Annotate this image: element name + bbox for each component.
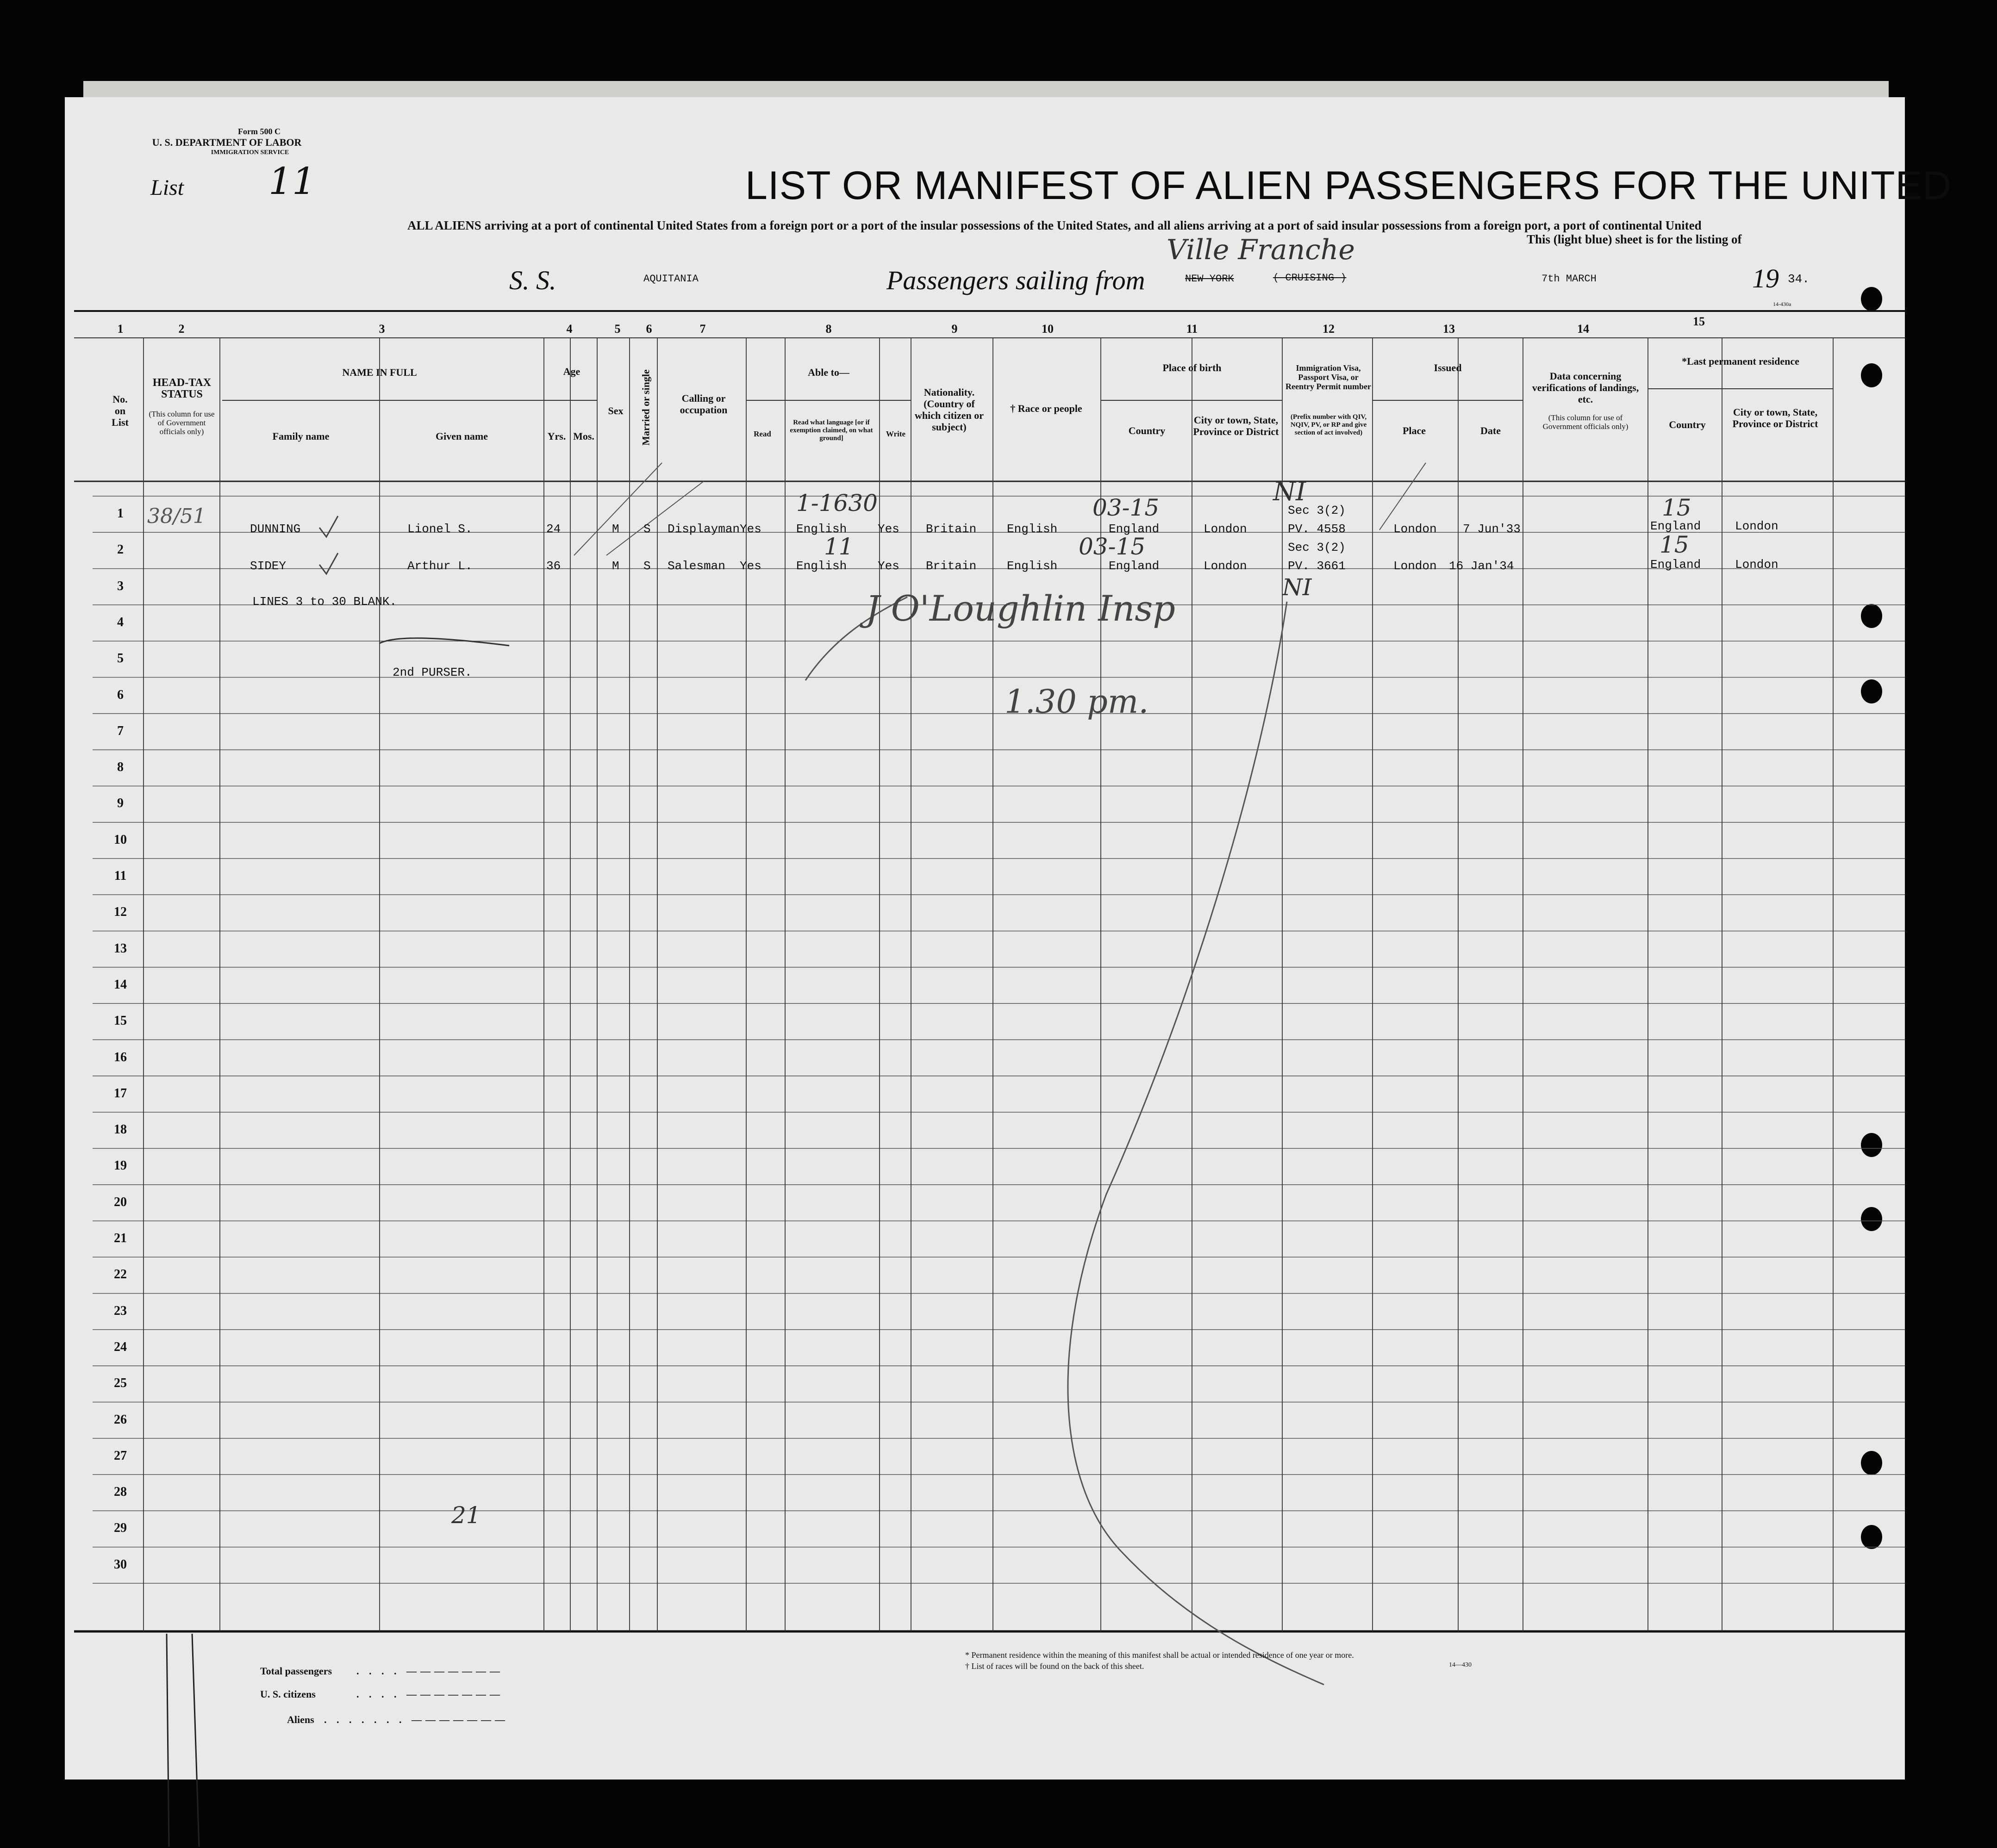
colnum-12: 12 bbox=[1323, 322, 1335, 336]
p2-birth-code: 03-15 bbox=[1079, 533, 1146, 560]
colnum-15: 15 bbox=[1693, 315, 1705, 328]
colnum-8: 8 bbox=[825, 322, 832, 336]
p1-write: Yes bbox=[878, 522, 899, 536]
row-number: 5 bbox=[117, 651, 124, 666]
row-number: 13 bbox=[114, 941, 127, 956]
head-yrs: Yrs. bbox=[547, 430, 566, 442]
p2-race: English bbox=[1007, 559, 1058, 573]
list-number: 11 bbox=[268, 160, 316, 203]
row-number: 19 bbox=[114, 1158, 127, 1173]
aliens-label: Aliens bbox=[287, 1714, 314, 1725]
head-tax-status: HEAD-TAX STATUS bbox=[152, 377, 212, 400]
row-number: 14 bbox=[114, 977, 127, 992]
slash-mark bbox=[574, 463, 662, 555]
p1-issued-place: London bbox=[1393, 522, 1437, 536]
head-tax-note: (This column for use of Government officials only) bbox=[149, 410, 215, 436]
dots-3: . . . . . . . ——————— bbox=[324, 1714, 509, 1725]
row-number: 17 bbox=[114, 1086, 127, 1101]
p2-issued-date: 16 Jan'34 bbox=[1449, 559, 1514, 573]
row-number: 11 bbox=[114, 869, 127, 883]
departure-port-handwritten: Ville Franche bbox=[1167, 234, 1355, 266]
manifest-title: LIST OR MANIFEST OF ALIEN PASSENGERS FOR THE UNITED bbox=[745, 163, 1952, 208]
row-number: 21 bbox=[114, 1231, 127, 1245]
footer-code: 14—430 bbox=[1449, 1661, 1472, 1668]
p1-birth-country: England bbox=[1109, 522, 1160, 536]
row-number: 20 bbox=[114, 1195, 127, 1209]
row-number: 16 bbox=[114, 1050, 127, 1064]
year-prefix: 19 bbox=[1752, 263, 1779, 293]
head-visa: Immigration Visa, Passport Visa, or Reentry Permit number bbox=[1286, 363, 1371, 391]
footnote-residence: * Permanent residence within the meaning of this manifest shall be actual or intended residence of one year or more. bbox=[965, 1650, 1354, 1660]
head-name-in-full: NAME IN FULL bbox=[342, 367, 417, 378]
us-citizens-label: U. S. citizens bbox=[260, 1688, 316, 1700]
p1-read: Yes bbox=[740, 522, 761, 536]
service: IMMIGRATION SERVICE bbox=[211, 149, 289, 156]
row-number: 28 bbox=[114, 1485, 127, 1500]
subtitle-line-2: This (light blue) sheet is for the listing of bbox=[1527, 232, 1742, 246]
row-number: 12 bbox=[114, 905, 127, 920]
blank-lines-note: LINES 3 to 30 BLANK. bbox=[252, 595, 397, 609]
p1-given-name: Lionel S. bbox=[407, 522, 473, 536]
footer-mark-line bbox=[167, 1634, 169, 1847]
head-family-name: Family name bbox=[272, 430, 330, 442]
head-read-lang: Read what language [or if exemption claimed, on what ground] bbox=[790, 419, 873, 442]
form-number: Form 500 C bbox=[238, 127, 281, 136]
row-number: 18 bbox=[114, 1122, 127, 1137]
head-issued-date: Date bbox=[1480, 425, 1501, 436]
nt-mark-2: NI bbox=[1282, 574, 1312, 601]
dots-1: . . . . ——————— bbox=[356, 1665, 504, 1677]
row-number: 1 bbox=[117, 506, 124, 521]
colnum-10: 10 bbox=[1042, 322, 1054, 336]
head-res-country: Country bbox=[1669, 419, 1706, 430]
p1-calling: Displayman bbox=[668, 522, 740, 536]
head-nationality: Nationality. (Country of which citizen or subject) bbox=[914, 386, 984, 433]
purser-title: 2nd PURSER. bbox=[393, 666, 472, 679]
p1-visa: PV. 4558 bbox=[1288, 522, 1346, 536]
head-landings: Data concerning verifications of landings, etc. bbox=[1532, 370, 1639, 405]
p2-res-code: 15 bbox=[1660, 531, 1689, 558]
head-no-on-list: No. on List bbox=[112, 393, 129, 428]
row-number: 27 bbox=[114, 1448, 127, 1463]
row-number: 23 bbox=[114, 1303, 127, 1318]
margin-mark: 21 bbox=[451, 1502, 481, 1529]
row-number: 29 bbox=[114, 1521, 127, 1536]
row-number: 8 bbox=[117, 760, 124, 775]
sailing-date: 7th MARCH bbox=[1541, 273, 1597, 285]
time-note: 1.30 pm. bbox=[1005, 683, 1149, 721]
row-number: 9 bbox=[117, 796, 124, 811]
head-able-to: Able to— bbox=[808, 367, 849, 378]
nt-mark-1: NI bbox=[1273, 477, 1306, 507]
p1-nationality: Britain bbox=[926, 522, 977, 536]
p1-visa-section: Sec 3(2) bbox=[1288, 504, 1346, 517]
p2-res-city: London bbox=[1735, 558, 1779, 572]
colnum-7: 7 bbox=[699, 322, 706, 336]
p1-married: S bbox=[643, 522, 651, 536]
row-number: 2 bbox=[117, 542, 124, 557]
head-given-name: Given name bbox=[435, 430, 488, 442]
row-number: 22 bbox=[114, 1267, 127, 1282]
inspector-signature: J O'Loughlin Insp bbox=[866, 588, 1175, 629]
p2-read: Yes bbox=[740, 559, 761, 573]
head-last-residence: *Last permanent residence bbox=[1682, 355, 1799, 367]
pencil-curve bbox=[1068, 602, 1324, 1685]
departure-port-struck: NEW YORK bbox=[1185, 273, 1234, 285]
footnote-races: † List of races will be found on the back of this sheet. bbox=[965, 1661, 1144, 1671]
p1-sex: M bbox=[612, 522, 619, 536]
colnum-9: 9 bbox=[951, 322, 958, 336]
head-mos: Mos. bbox=[573, 430, 594, 442]
row-number: 15 bbox=[114, 1014, 127, 1028]
ship-name: AQUITANIA bbox=[643, 273, 699, 285]
p2-visa-section: Sec 3(2) bbox=[1288, 541, 1346, 554]
p1-res-code: 15 bbox=[1662, 494, 1691, 521]
row-number: 25 bbox=[114, 1376, 127, 1391]
p2-nationality: Britain bbox=[926, 559, 977, 573]
head-write: Write bbox=[886, 429, 906, 438]
head-place-of-birth: Place of birth bbox=[1162, 362, 1222, 373]
p2-read-lang: English bbox=[796, 559, 847, 573]
head-age: Age bbox=[563, 366, 580, 377]
row-number: 6 bbox=[117, 687, 124, 702]
head-issued: Issued bbox=[1434, 362, 1462, 373]
p1-res-city: London bbox=[1735, 519, 1779, 533]
colnum-11: 11 bbox=[1186, 322, 1198, 336]
colnum-2: 2 bbox=[178, 322, 185, 336]
head-race: † Race or people bbox=[1010, 403, 1082, 414]
p1-head-tax: 38/51 bbox=[147, 504, 206, 528]
p2-res-country: England bbox=[1650, 558, 1701, 572]
year-suffix: 34. bbox=[1788, 272, 1810, 286]
list-label: List bbox=[150, 175, 184, 200]
head-res-city: City or town, State, Province or District bbox=[1732, 406, 1818, 429]
head-issued-place: Place bbox=[1402, 425, 1426, 436]
check-mark-2 bbox=[319, 553, 338, 574]
row-number: 26 bbox=[114, 1412, 127, 1427]
head-birth-country: Country bbox=[1128, 425, 1166, 436]
head-sex: Sex bbox=[608, 405, 624, 417]
ss-label: S. S. bbox=[509, 265, 556, 295]
p2-birth-country: England bbox=[1109, 559, 1160, 573]
p2-hand-code: 11 bbox=[824, 533, 854, 560]
purser-signature bbox=[380, 638, 509, 646]
p2-write: Yes bbox=[878, 559, 899, 573]
p1-birth-code: 03-15 bbox=[1092, 494, 1160, 521]
sailing-label: Passengers sailing from bbox=[886, 265, 1145, 295]
row-number: 30 bbox=[114, 1557, 127, 1572]
slash-mark bbox=[606, 481, 704, 555]
check-mark-1 bbox=[319, 516, 338, 537]
total-passengers-label: Total passengers bbox=[260, 1665, 332, 1677]
row-number: 4 bbox=[117, 615, 124, 629]
row-number: 7 bbox=[117, 723, 124, 738]
p2-visa: PV. 3661 bbox=[1288, 559, 1346, 573]
form-code-top: 14-430a bbox=[1773, 301, 1791, 307]
head-landings-note: (This column for use of Government officials only) bbox=[1542, 413, 1629, 431]
p2-married: S bbox=[643, 559, 651, 573]
colnum-4: 4 bbox=[566, 322, 573, 336]
department: U. S. DEPARTMENT OF LABOR bbox=[152, 137, 302, 148]
head-visa-note: (Prefix number with QIV, NQIV, PV, or RP and give section of act involved) bbox=[1290, 413, 1367, 436]
head-married: Married or single bbox=[640, 369, 652, 446]
p1-race: English bbox=[1007, 522, 1058, 536]
row-number: 10 bbox=[114, 832, 127, 847]
p2-family-name: SIDEY bbox=[250, 559, 287, 573]
p2-issued-place: London bbox=[1393, 559, 1437, 573]
head-birth-city: City or town, State, Province or District bbox=[1193, 414, 1279, 437]
subtitle-line-1: ALL ALIENS arriving at a port of continental United States from a foreign port or a port of the insular possessions of the United States, and all aliens arriving at a port of said insular possessions from a foreign port, a port of continental United bbox=[407, 218, 1702, 232]
row-number: 24 bbox=[114, 1339, 127, 1354]
p1-hand-code: 1-1630 bbox=[796, 490, 878, 516]
colnum-5: 5 bbox=[614, 322, 621, 336]
p1-read-lang: English bbox=[796, 522, 847, 536]
head-read: Read bbox=[754, 429, 771, 438]
head-calling: Calling or occupation bbox=[680, 392, 728, 416]
p1-res-country: England bbox=[1650, 519, 1701, 533]
footer-mark-line bbox=[192, 1634, 199, 1847]
p2-given-name: Arthur L. bbox=[407, 559, 473, 573]
p2-sex: M bbox=[612, 559, 619, 573]
colnum-3: 3 bbox=[379, 322, 385, 336]
p2-age-yrs: 36 bbox=[546, 559, 561, 573]
p1-issued-date: 7 Jun'33 bbox=[1463, 522, 1521, 536]
p1-birth-city: London bbox=[1204, 522, 1247, 536]
row-number: 3 bbox=[117, 579, 124, 593]
p2-calling: Salesman bbox=[668, 559, 725, 573]
dots-2: . . . . ——————— bbox=[356, 1688, 504, 1700]
colnum-6: 6 bbox=[646, 322, 652, 336]
departure-port-struck-2: ( CRUISING ) bbox=[1273, 272, 1347, 284]
p2-birth-city: London bbox=[1204, 559, 1247, 573]
p1-age-yrs: 24 bbox=[546, 522, 561, 536]
colnum-13: 13 bbox=[1443, 322, 1455, 336]
colnum-14: 14 bbox=[1577, 322, 1589, 336]
colnum-1: 1 bbox=[117, 322, 124, 336]
p1-family-name: DUNNING bbox=[250, 522, 301, 536]
